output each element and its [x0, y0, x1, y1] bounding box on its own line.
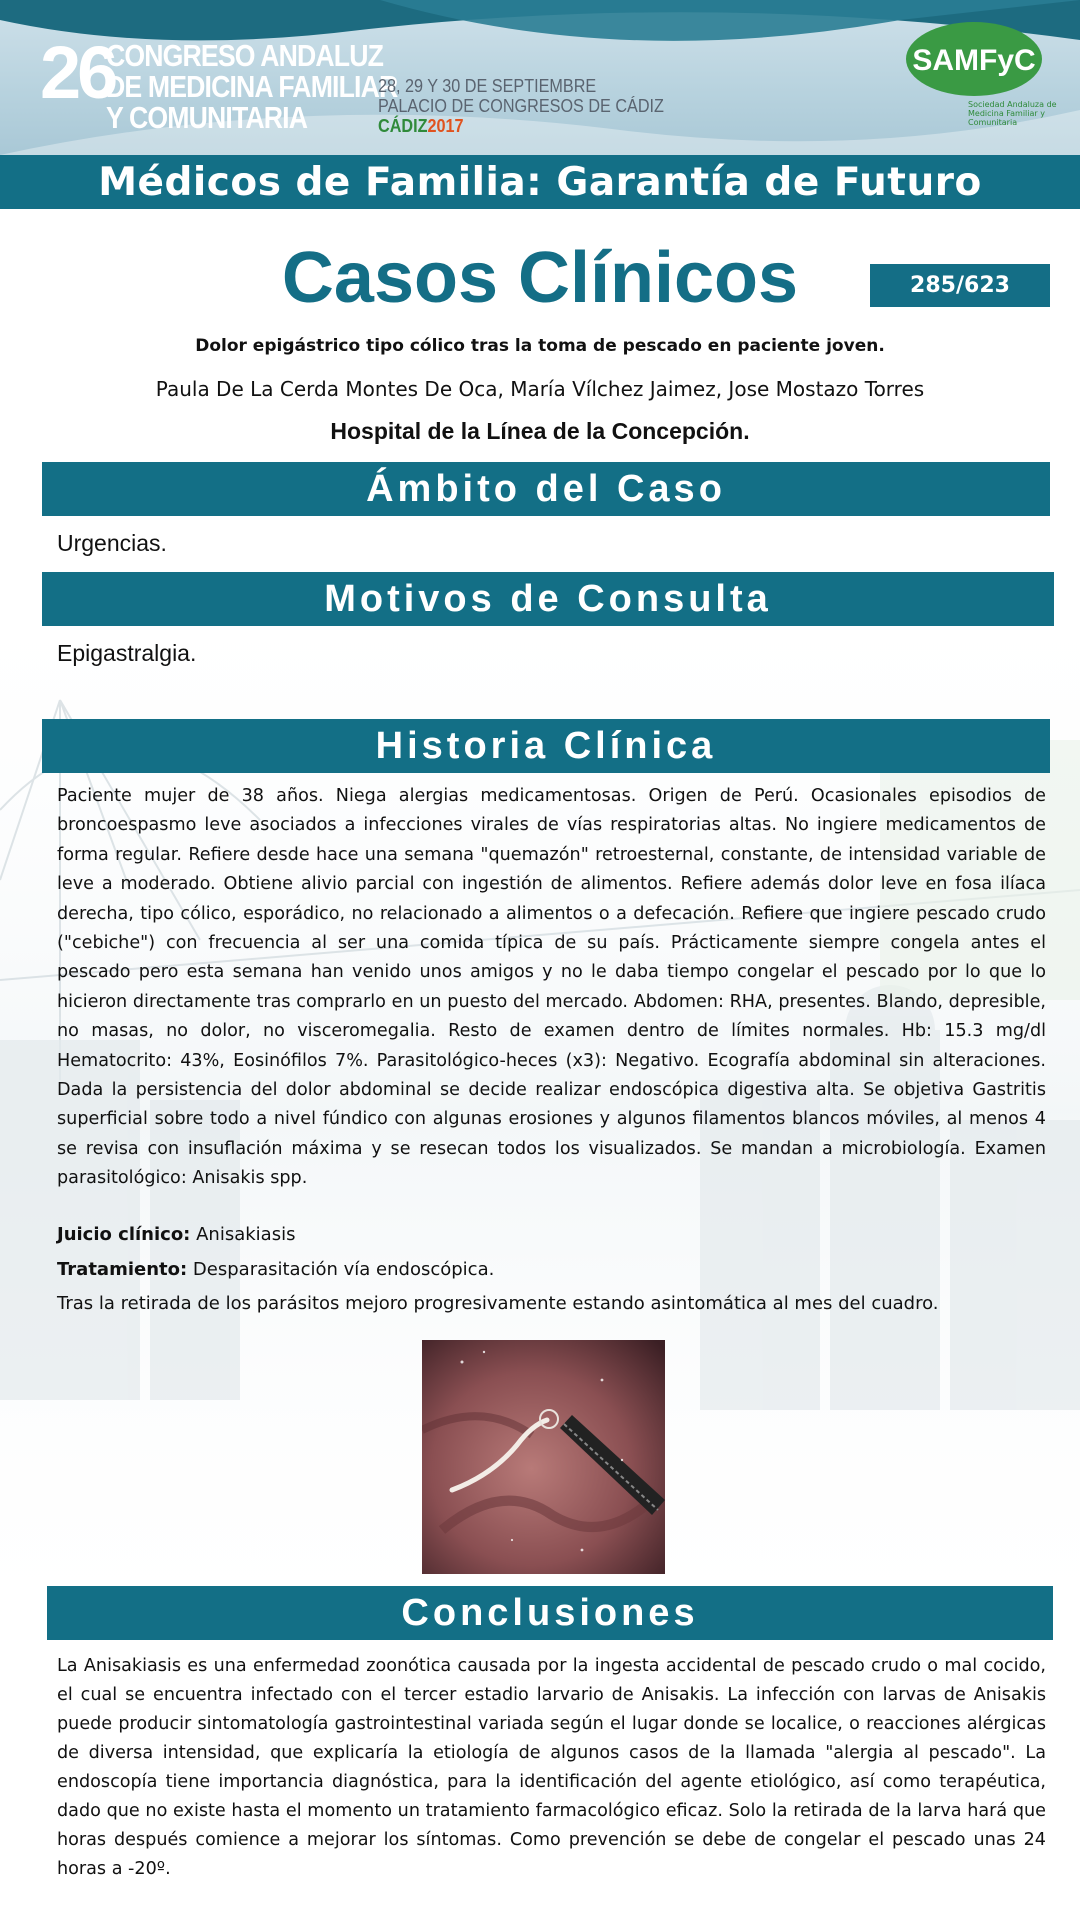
- section-header-historia: [42, 719, 1050, 773]
- congress-number: 26: [40, 31, 115, 114]
- section-header-motivos: [42, 572, 1054, 626]
- juicio-label: Juicio clínico:: [57, 1224, 191, 1245]
- venue-line: PALACIO DE CONGRESOS DE CÁDIZ: [378, 96, 664, 116]
- case-subtitle: Dolor epigástrico tipo cólico tras la toma de pescado en paciente joven.: [195, 336, 885, 356]
- juicio-value: Anisakiasis: [190, 1224, 296, 1245]
- samfyc-logo: [905, 20, 1043, 98]
- section-title: Conclusiones: [401, 1591, 699, 1634]
- endoscopy-image: [422, 1340, 665, 1574]
- logo-subtext: Sociedad Andaluza de Medicina Familiar y Comunitaria: [968, 100, 1057, 127]
- tratamiento-value: Desparasitación vía endoscópica.: [187, 1259, 495, 1280]
- tratamiento: [57, 1259, 494, 1280]
- authors: Paula De La Cerda Montes De Oca, María Vílchez Jaimez, Jose Mostazo Torres: [155, 377, 925, 401]
- section-header-ambito: [42, 462, 1050, 516]
- city: CÁDIZ: [378, 116, 428, 136]
- section-header-conclusiones: [47, 1586, 1053, 1640]
- case-id-badge: 285/623: [870, 264, 1050, 307]
- page-title: Casos Clínicos: [281, 238, 799, 318]
- section-title: Motivos de Consulta: [324, 577, 772, 620]
- evolucion: Tras la retirada de los parásitos mejoro progresivamente estando asintomática al mes del cuadro.: [57, 1293, 939, 1314]
- conclusiones-text: La Anisakiasis es una enfermedad zoonótica causada por la ingesta accidental de pescado crudo o mal cocido, el cual se encuentra infectado con el tercer estadio larvario de Anisakis. La infección con larvas de Anisakis puede producir sintomatología gastrointestinal variada según el lugar donde se localice, o reacciones alérgicas de diversa intensidad, que explicaría la etiología de algunos casos de la llamada "alergia al pescado". La endoscopía tiene importancia diagnóstica, para la identificación del agente etiológico, así como terapéutica, dado que no existe hasta el momento un tratamiento farmacológico eficaz. Solo la retirada de la larva hará que horas después comience a mejorar los síntomas. Como prevención se debe de congelar el pescado unas 24 horas a -20º.: [57, 1656, 1046, 1879]
- dates-line: 28, 29 Y 30 DE SEPTIEMBRE: [378, 76, 597, 96]
- congress-name-line: Y COMUNITARIA: [106, 100, 308, 135]
- congress-header: [0, 0, 1080, 155]
- tratamiento-label: Tratamiento:: [57, 1259, 188, 1280]
- city-year: [378, 116, 664, 136]
- congress-dates: [378, 76, 664, 136]
- section-title: Historia Clínica: [375, 724, 717, 767]
- ambito-text: Urgencias.: [57, 530, 167, 556]
- motto-text: Médicos de Familia: Garantía de Futuro: [98, 159, 982, 205]
- congress-name-line: DE MEDICINA FAMILIAR: [106, 69, 398, 104]
- historia-text: Paciente mujer de 38 años. Niega alergias medicamentosas. Origen de Perú. Ocasionales episodios de broncoespasmo leve asociados a infecciones virales de vías respiratorias altas. No ingiere medicamentos de forma regular. Refiere desde hace una semana "quemazón" retroesternal, constante, de intensidad variable de leve a moderado. Obtiene alivio parcial con ingestión de alimentos. Refiere además dolor leve en fosa ilíaca derecha, tipo cólico, esporádico, no relacionado a alimentos o a defecación. Refiere que ingiere pescado crudo ("cebiche") con frecuencia al ser una comida típica de su país. Prácticamente siempre congela antes el pescado pero esta semana han venido unos amigos y no le daba tiempo congelar el pescado por lo que lo hicieron directamente tras comprarlo en un puesto del mercado. Abdomen: RHA, presentes. Blando, depresible, no masas, no dolor, no visceromegalia. Resto de examen dentro de límites normales. Hb: 15.3 mg/dl Hematocrito: 43%, Eosinófilos 7%. Parasitológico-heces (x3): Negativo. Ecografía abdominal sin alteraciones. Dada la persistencia del dolor abdominal se decide realizar endoscópica digestiva alta. Se objetiva Gastritis superficial sobre todo a nivel fúndico con algunas erosiones y algunos filamentos blancos móviles, al menos 4 se revisa con insuflación máxima y se resecan todos los visualizados. Se mandan a microbiología. Examen parasitológico: Anisakis spp.: [57, 786, 1046, 1189]
- hospital: Hospital de la Línea de la Concepción.: [330, 418, 750, 444]
- logo-text: SAMFyC: [912, 44, 1036, 77]
- year: 2017: [427, 116, 464, 136]
- section-title: Ámbito del Caso: [366, 467, 726, 510]
- motivos-text: Epigastralgia.: [57, 640, 197, 666]
- congress-name-line: CONGRESO ANDALUZ: [106, 38, 384, 73]
- juicio-clinico: [57, 1224, 295, 1245]
- motto-banner: [0, 155, 1080, 209]
- congress-name: [106, 40, 397, 133]
